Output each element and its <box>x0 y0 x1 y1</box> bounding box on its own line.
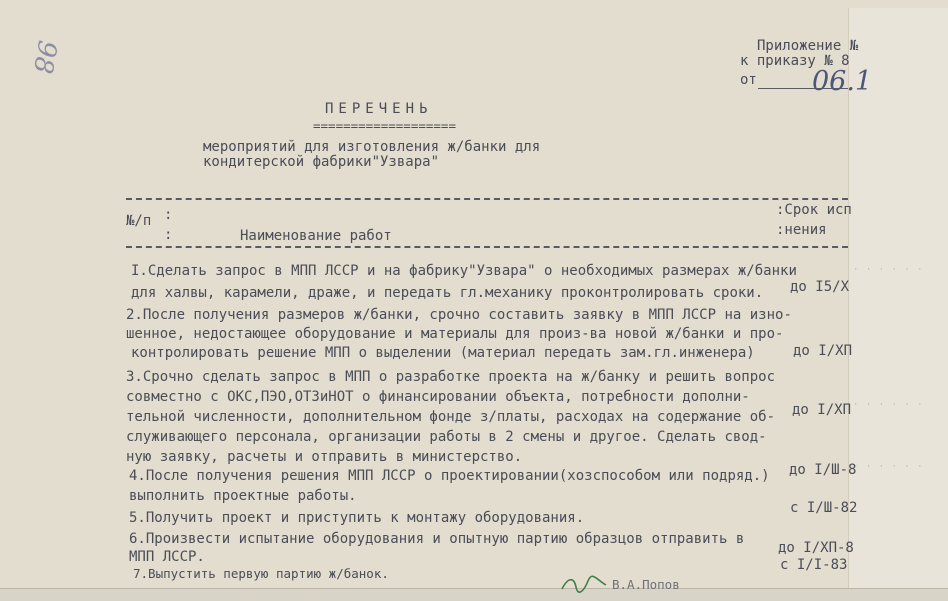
item-2-line: 2.После получения размеров ж/банки, срочно составить заявку в МПП ЛССР на изно- <box>126 307 792 323</box>
handwritten-page-number: 98 <box>26 38 63 76</box>
item-3-line: тельной численности, дополнительном фонде з/платы, расходах на содержание об- <box>126 409 776 425</box>
handwritten-signature-mark <box>560 575 608 593</box>
item-5-line: 5.Получить проект и приступить к монтажу оборудования. <box>129 510 585 526</box>
item-4-line: выполнить проектные работы. <box>129 488 357 504</box>
item-1-line: I.Сделать запрос в МПП ЛССР и на фабрику"Узвара" о необходимых размерах ж/банки <box>131 263 797 279</box>
header-work-name: Наименование работ <box>240 228 392 244</box>
item-3-line: совместно с ОКС,ПЭО,ОТЗиНОТ о финансировании объекта, потребности дополни- <box>126 389 750 405</box>
item-7-line: 7.Выпустить первую партию ж/банок. <box>133 566 389 581</box>
item-3-line: ную заявку, расчеты и отправить в министерство. <box>126 449 523 465</box>
title-underline: =================== <box>313 118 456 133</box>
table-top-rule <box>126 198 848 200</box>
subtitle-line-2: кондитерской фабрики"Узвара" <box>203 154 440 170</box>
item-2-line: шенное, недостающее оборудование и материалы для произ-ва новой ж/банки и про- <box>126 326 784 342</box>
next-page-strip <box>0 588 948 601</box>
header-number: №/п <box>126 213 152 229</box>
appendix-date-prefix: от <box>740 72 757 88</box>
faded-stamp-text: · · · · · · <box>853 462 924 472</box>
table-header-rule <box>126 246 848 248</box>
item-1-line: для халвы, карамели, драже, и передать гл.механику проконтролировать сроки. <box>131 285 764 301</box>
item-4-deadline: до I/Ш-8 <box>789 462 857 478</box>
header-colon: : <box>164 227 173 243</box>
item-3-line: 3.Срочно сделать запрос в МПП о разработке проекта на ж/банку и решить вопрос <box>126 369 776 385</box>
item-7-deadline: с I/I-83 <box>780 557 848 573</box>
faded-stamp-text: · · · · · · <box>853 265 924 275</box>
item-2-deadline: до I/ХП <box>793 343 853 359</box>
item-5-deadline: с I/Ш-82 <box>790 500 858 516</box>
handwritten-date: 06.1 <box>812 66 873 97</box>
item-1-deadline: до I5/Х <box>790 279 850 295</box>
header-deadline-2: :нения <box>776 222 827 238</box>
signature-name: В.А.Попов <box>612 577 680 592</box>
item-6-line: 6.Произвести испытание оборудования и опытную партию образцов отправить в <box>129 531 745 547</box>
item-6-line: МПП ЛССР. <box>129 549 205 565</box>
item-6-deadline: до I/ХП-8 <box>778 540 854 556</box>
header-colon: : <box>164 207 173 223</box>
appendix-line-1: Приложение № <box>757 38 859 54</box>
item-3-line: служивающего персонала, организации работы в 2 смены и другое. Сделать свод- <box>126 429 767 445</box>
item-3-deadline: до I/ХП <box>792 402 852 418</box>
item-4-line: 4.После получения решения МПП ЛССР о проектировании(хозспособом или подряд.) <box>129 468 770 484</box>
appendix-line-2: к приказу № 8 <box>740 53 850 69</box>
document-title: ПЕРЕЧЕНЬ <box>325 101 433 117</box>
subtitle-line-1: мероприятий для изготовления ж/банки для <box>203 139 541 155</box>
faded-stamp-text: · · · · · · <box>853 400 924 410</box>
header-deadline-1: :Срок исп <box>776 202 852 218</box>
item-2-line: контролировать решение МПП о выделении (материал передать зам.гл.инженера) <box>131 345 755 361</box>
